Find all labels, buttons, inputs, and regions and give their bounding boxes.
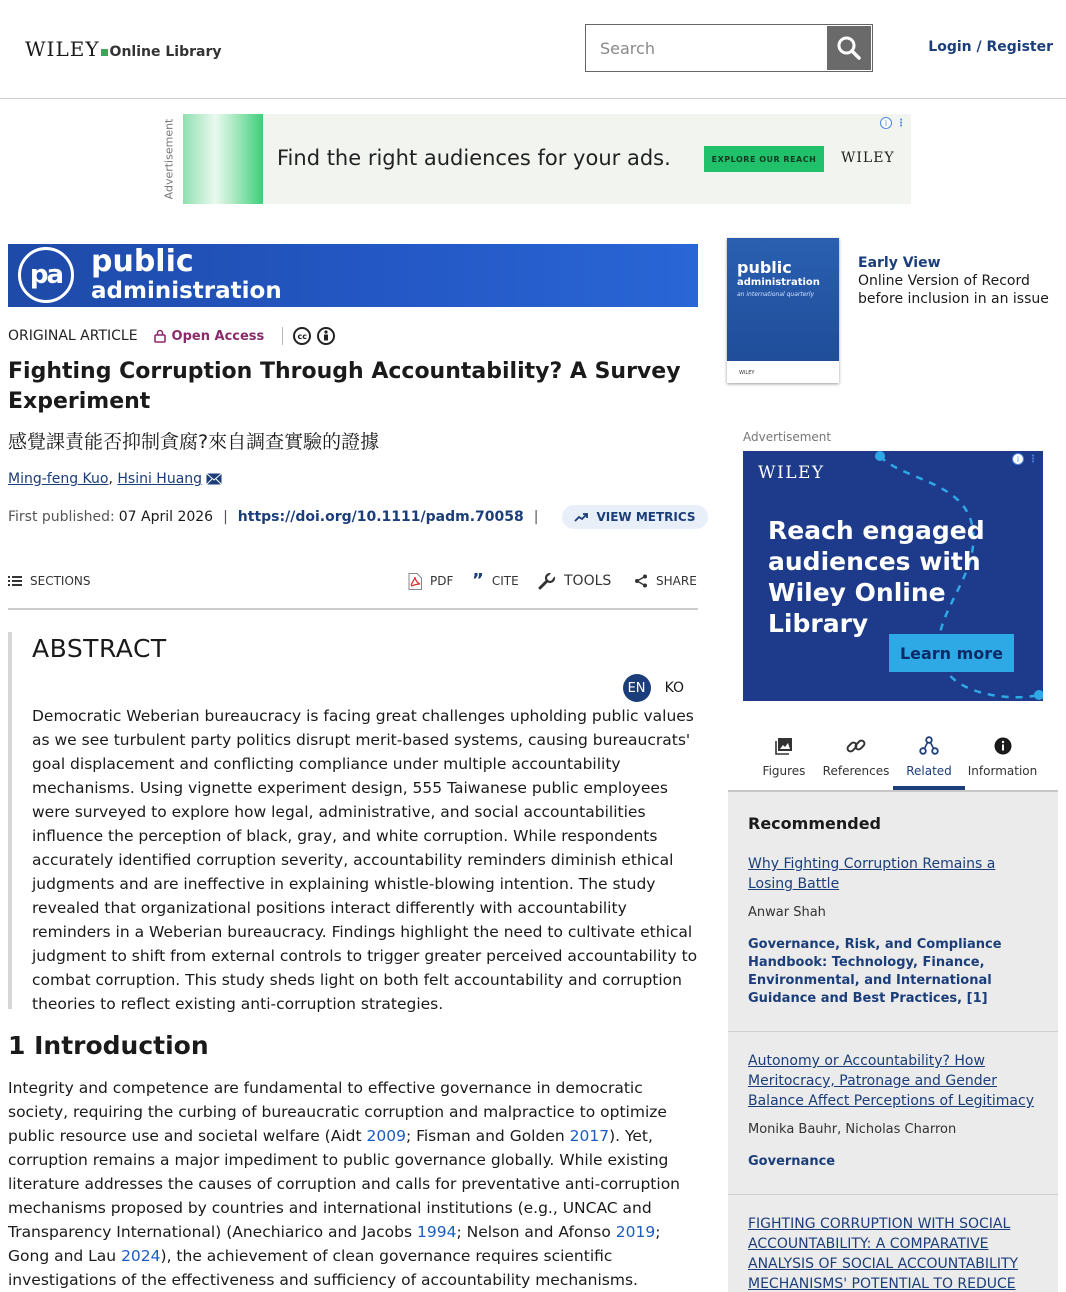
logo-brand: WILEY xyxy=(25,37,100,61)
author-list: Ming-feng Kuo , Hsini Huang xyxy=(8,471,222,487)
cover-tagline: an international quarterly xyxy=(737,291,815,298)
cite-label: CITE xyxy=(491,574,519,588)
recommended-title-link[interactable]: Why Fighting Corruption Remains a Losing Battle xyxy=(748,856,996,892)
journal-cover[interactable] xyxy=(727,238,839,383)
pdf-label: PDF xyxy=(430,574,454,588)
search-box xyxy=(585,24,873,72)
side-tabs xyxy=(748,730,1040,790)
tab-related[interactable] xyxy=(893,730,965,790)
cover-footer xyxy=(727,361,839,383)
link-icon xyxy=(845,735,867,757)
side-advertisement[interactable] xyxy=(743,451,1043,701)
login-register-link[interactable]: Login / Register xyxy=(928,39,1053,55)
tab-figures-label: Figures xyxy=(762,764,806,778)
divider xyxy=(728,1194,1058,1195)
sections-label: SECTIONS xyxy=(30,574,91,588)
publication-info: First published: 07 April 2026 | https://doi.org/10.1111/padm.70058 | VIEW METRICS xyxy=(8,506,708,528)
share-label: SHARE xyxy=(656,574,697,588)
journal-banner[interactable] xyxy=(8,244,698,307)
language-switch xyxy=(623,674,684,702)
search-input[interactable] xyxy=(586,25,826,71)
lock-open-icon xyxy=(154,329,166,343)
tools-button[interactable] xyxy=(538,566,611,596)
tab-related-label: Related xyxy=(906,764,952,778)
quote-icon: ” xyxy=(472,570,484,591)
toolbar-divider xyxy=(8,608,698,610)
trending-up-icon xyxy=(574,512,588,522)
open-access-badge[interactable] xyxy=(154,329,265,344)
cite-button[interactable] xyxy=(472,566,519,596)
top-advertisement[interactable] xyxy=(183,114,911,204)
article-meta xyxy=(8,326,341,346)
ad-label-text: Advertisement xyxy=(162,118,176,200)
image-icon xyxy=(775,737,793,755)
recommended-source: Governance xyxy=(748,1154,836,1169)
recommended-panel xyxy=(728,790,1058,1292)
tab-references-label: References xyxy=(822,764,890,778)
list-item xyxy=(748,854,1040,1008)
recommended-authors: Anwar Shah xyxy=(748,905,826,920)
list-item xyxy=(748,1051,1040,1171)
side-ad-label: Advertisement xyxy=(743,430,832,444)
wrench-icon xyxy=(538,572,556,590)
share-icon xyxy=(634,574,648,588)
cover-title-line2: administration xyxy=(737,277,820,288)
citation-link[interactable]: 2024 xyxy=(121,1247,161,1265)
ad-brand: WILEY xyxy=(841,150,895,166)
adchoices[interactable] xyxy=(880,117,906,129)
logo-dot-icon xyxy=(101,49,108,56)
wiley-online-library-logo[interactable] xyxy=(25,37,221,61)
recommended-heading: Recommended xyxy=(748,814,881,833)
ad-label xyxy=(160,114,178,204)
recommended-title-link[interactable]: Autonomy or Accountability? How Meritocracy, Patronage and Gender Balance Affect Perceptions of Legitimacy xyxy=(748,1053,1034,1109)
side-ad-headline: Reach engaged audiences with Wiley Online Library xyxy=(768,516,985,638)
introduction-paragraph: Integrity and competence are fundamental to effective governance in democratic society, requiring the curbing of bureaucratic corruption and malpractice to optimize public resource use and societal welfare (Aidt 2009; Fisman and Golden 2017). Yet, corruption remains a major impediment to public governance globally. While existing literature addresses the causes of corruption and calls for preventative anti-corruption mechanisms proposed by countries and international institutions (e.g., UNCAC and Transparency International) (Anechiarico and Jacobs 1994; Nelson and Afonso 2019; Gong and Lau 2024), the achievement of clean governance requires scientific investigations of the effectiveness and sufficiency of accountability mechanisms. xyxy=(8,1079,681,1289)
article-subtitle: 感覺課責能否抑制貪腐?來自調查實驗的證據 xyxy=(8,431,380,453)
info-icon xyxy=(994,737,1012,755)
recommended-authors: Monika Bauhr, Nicholas Charron xyxy=(748,1122,957,1137)
lang-en-button[interactable]: EN xyxy=(623,674,651,702)
article-toolbar xyxy=(8,566,698,596)
recommended-source: Governance, Risk, and Compliance Handbook: Technology, Finance, Environmental, and International Guidance and Best Practices, [1] xyxy=(748,937,1002,1006)
journal-monogram: pa xyxy=(18,247,74,303)
abstract-heading: ABSTRACT xyxy=(32,634,167,663)
pdf-icon xyxy=(408,573,422,590)
tools-label: TOOLS xyxy=(564,573,612,589)
first-published-label: First published: xyxy=(8,509,115,525)
view-metrics-button[interactable] xyxy=(562,505,707,529)
early-view-line1: Online Version of Record xyxy=(858,273,1030,289)
related-icon xyxy=(919,736,939,756)
ad-tagline: Find the right audiences for your ads. xyxy=(277,146,671,170)
citation-link[interactable]: 2019 xyxy=(615,1223,656,1241)
citation-link[interactable]: 2009 xyxy=(366,1127,406,1145)
lang-ko-button[interactable]: KO xyxy=(664,680,684,696)
abstract-text: Democratic Weberian bureaucracy is facing great challenges upholding public values as we see turbulent party politics disrupt merit-based systems, causing bureaucrats' goal displacement and conflicting compliance under multiple accountability mechanisms. Using vignette experiment design, 555 Taiwanese public employees were surveyed to explore how legal, administrative, and social accountabilities influence the perception of black, gray, and white corruption. While respondents accurately identified corruption severity, accountability reminders diminish ethical judgments and are ineffective in explaining whistle-blowing intention. The study revealed that organizational positions interact differently with accountability reminders in a Weberian bureaucracy. Findings highlight the need to cultivate ethical judgment to shift from external controls to trigger greater perceived accountability to combat corruption. This study sheds light on both felt accountability and corruption theories to reflect existing anti-corruption strategies. xyxy=(32,707,698,1013)
introduction-heading: 1 Introduction xyxy=(8,1031,209,1060)
ad-decoration xyxy=(183,114,263,204)
cover-title-line1: public xyxy=(737,258,792,277)
recommended-title-link[interactable]: FIGHTING CORRUPTION WITH SOCIAL ACCOUNTABILITY: A COMPARATIVE ANALYSIS OF SOCIAL ACCOUNTABILITY MECHANISMS' POTENTIAL TO REDUCE xyxy=(748,1216,1019,1292)
early-view-info xyxy=(858,254,1049,308)
logo-product: Online Library xyxy=(109,44,222,60)
tab-information[interactable] xyxy=(965,730,1040,790)
journal-name-line1: public xyxy=(91,244,194,279)
info-icon[interactable]: i xyxy=(1012,453,1024,465)
site-header xyxy=(0,0,1066,99)
divider xyxy=(282,327,283,345)
divider xyxy=(728,1031,1058,1032)
tab-references[interactable] xyxy=(820,730,892,790)
first-published-date: 07 April 2026 xyxy=(118,509,214,525)
pdf-button[interactable] xyxy=(408,566,453,596)
search-button[interactable] xyxy=(827,26,871,70)
adchoices[interactable] xyxy=(1012,453,1038,465)
tab-information-label: Information xyxy=(967,764,1038,778)
doi-link[interactable]: https://doi.org/10.1111/padm.70058 xyxy=(237,509,524,525)
side-ad-brand: WILEY xyxy=(758,463,825,483)
cover-publisher: WILEY xyxy=(739,370,755,376)
learn-more-button[interactable]: Learn more xyxy=(889,634,1014,672)
creative-commons-icon[interactable]: cc xyxy=(293,327,311,345)
list-icon xyxy=(8,575,22,587)
ad-explore-button[interactable]: EXPLORE OUR REACH xyxy=(704,146,824,172)
article-title: Fighting Corruption Through Accountability? A Survey Experiment xyxy=(8,359,681,414)
search-icon xyxy=(836,35,862,61)
sections-button[interactable] xyxy=(8,566,91,596)
journal-name-line2: administration xyxy=(91,278,282,304)
citation-link[interactable]: 2017 xyxy=(569,1127,610,1145)
tab-figures[interactable] xyxy=(748,730,820,790)
open-access-label: Open Access xyxy=(171,328,265,344)
attribution-icon[interactable] xyxy=(317,327,335,345)
early-view-line2: before inclusion in an issue xyxy=(858,291,1049,307)
citation-link[interactable]: 1994 xyxy=(417,1223,457,1241)
author-link[interactable]: Ming-feng Kuo xyxy=(8,471,109,487)
more-options-icon[interactable]: ⋮ xyxy=(1028,453,1038,465)
list-item xyxy=(748,1214,1040,1292)
early-view-label: Early View xyxy=(858,255,941,271)
view-metrics-label: VIEW METRICS xyxy=(596,510,696,524)
article-type: ORIGINAL ARTICLE xyxy=(8,328,138,344)
abstract-section xyxy=(8,632,698,1013)
more-options-icon[interactable]: ⋮ xyxy=(896,117,906,129)
info-icon[interactable]: i xyxy=(880,117,892,129)
mail-icon[interactable] xyxy=(206,473,222,485)
share-button[interactable] xyxy=(634,566,697,596)
author-link[interactable]: Hsini Huang xyxy=(117,471,203,487)
